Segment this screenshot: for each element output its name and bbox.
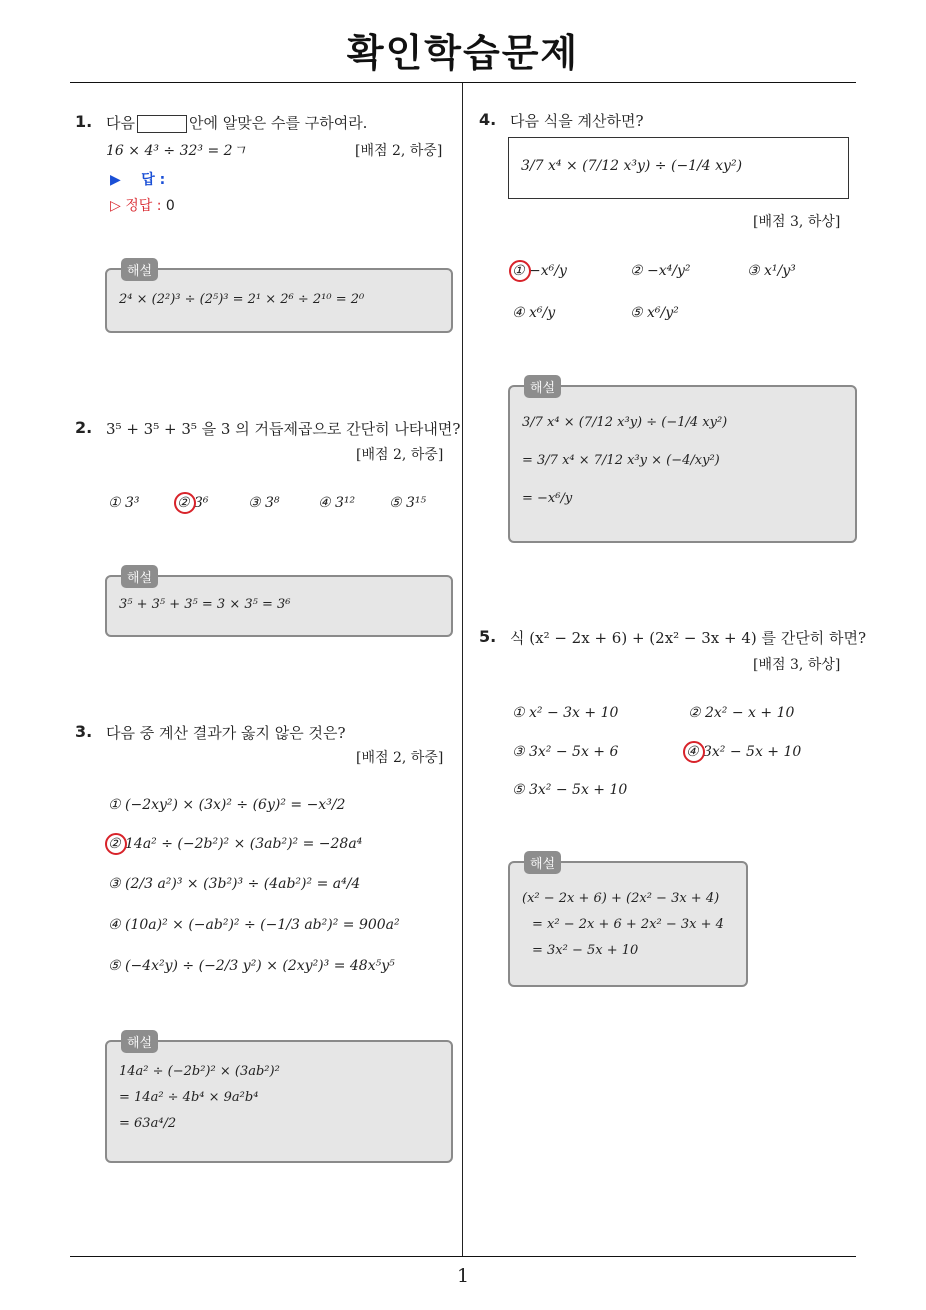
choice-1[interactable]: ① −x⁶/y [512,263,567,279]
choice-5[interactable]: ⑤ (−4x²y) ÷ (−2/3 y²) × (2xy²)³ = 48x⁵y⁵ [108,958,395,974]
question-text: 다음 식을 계산하면? [510,112,644,130]
question-text: 3⁵ + 3⁵ + 3⁵ 을 3 의 거듭제곱으로 간단히 나타내면? [106,420,461,438]
answer-row [110,169,165,189]
question-text: 식 (x² − 2x + 6) + (2x² − 3x + 4) 를 간단히 하면? [510,629,867,647]
answer-mark-circle [174,492,196,514]
page-number: 1 [456,1265,470,1287]
top-rule [70,82,856,83]
choice-2[interactable]: ② 2x² − x + 10 [688,705,795,721]
question-meta: [배점 2, 하중] [356,447,444,463]
solution-line: = x² − 2x + 6 + 2x² − 3x + 4 [532,917,724,932]
solution-line: 3⁵ + 3⁵ + 3⁵ = 3 × 3⁵ = 3⁶ [119,597,291,612]
expression-box [508,137,849,199]
choice-4[interactable]: ④ x⁶/y [512,305,556,321]
choice-5[interactable]: ⑤ x⁶/y² [630,305,679,321]
solution-box [508,857,748,987]
question-text: 다음 중 계산 결과가 옳지 않은 것은? [106,724,346,742]
question-meta: [배점 2, 하중] [356,750,444,766]
question-expression: 3/7 x⁴ × (7/12 x³y) ÷ (−1/4 xy²) [521,158,743,174]
question-meta: [배점 2, 하중] [355,143,443,159]
solution-line: = 3/7 x⁴ × 7/12 x³y × (−4/xy²) [522,453,720,468]
choice-1[interactable]: ① 3³ [108,495,140,511]
question-meta: [배점 3, 하상] [753,214,841,230]
solution-box [508,381,857,543]
choice-3[interactable]: ③ 3⁸ [248,495,280,511]
question-expression: 16 × 4³ ÷ 32³ = 2ㄱ [106,143,247,159]
answer-mark-circle [683,741,705,763]
play-icon: ▶ [110,172,121,188]
correct-value: 0 [165,198,175,214]
column-divider [462,83,463,1257]
solution-tag: 해설 [121,1030,158,1053]
page-title: 확인학습문제 [346,31,580,75]
question-number: 4. [479,110,497,129]
solution-line: = 3x² − 5x + 10 [532,943,639,958]
question-number: 2. [75,418,93,437]
choice-3[interactable]: ③ 3x² − 5x + 6 [512,744,619,760]
choice-4[interactable]: ④ 3¹² [318,495,356,511]
solution-tag: 해설 [524,851,561,874]
choice-1[interactable]: ① (−2xy²) × (3x)² ÷ (6y)² = −x³/2 [108,797,346,813]
choice-3[interactable]: ③ x¹/y³ [747,263,796,279]
solution-line: 2⁴ × (2²)³ ÷ (2⁵)³ = 2¹ × 2⁶ ÷ 2¹⁰ = 2⁰ [119,292,365,307]
solution-tag: 해설 [121,565,158,588]
solution-line: = 63a⁴/2 [119,1116,177,1131]
solution-tag: 해설 [524,375,561,398]
choice-2[interactable]: ② 3⁶ [177,495,209,511]
choice-2[interactable]: ② 14a² ÷ (−2b²)² × (3ab²)² = −28a⁴ [108,836,363,852]
question-number: 5. [479,627,497,646]
choice-1[interactable]: ① x² − 3x + 10 [512,705,619,721]
choice-5[interactable]: ⑤ 3x² − 5x + 10 [512,782,628,798]
question-text: 다음 안에 알맞은 수를 구하여라. [106,114,368,132]
answer-mark-circle [105,833,127,855]
play-outline-icon: ▷ [110,198,121,214]
solution-line: 14a² ÷ (−2b²)² × (3ab²)² [119,1064,280,1079]
answer-label: 답 : [141,172,166,188]
bottom-rule [70,1256,856,1257]
answer-blank [137,115,187,133]
correct-label: 정답 : [125,198,162,214]
choice-3[interactable]: ③ (2/3 a²)³ × (3b²)³ ÷ (4ab²)² = a⁴/4 [108,876,361,892]
solution-line: (x² − 2x + 6) + (2x² − 3x + 4) [522,891,720,906]
solution-box [105,571,453,637]
correct-answer-row [110,195,175,215]
solution-box [105,1036,453,1163]
choice-5[interactable]: ⑤ 3¹⁵ [389,495,427,511]
solution-line: = 14a² ÷ 4b⁴ × 9a²b⁴ [119,1090,259,1105]
question-meta: [배점 3, 하상] [753,657,841,673]
question-number: 3. [75,722,93,741]
choice-4[interactable]: ④ (10a)² × (−ab²)² ÷ (−1/3 ab²)² = 900a² [108,917,400,933]
solution-box [105,264,453,333]
solution-line: = −x⁶/y [522,491,573,506]
choice-4[interactable]: ④ 3x² − 5x + 10 [686,744,802,760]
answer-mark-circle [509,260,531,282]
choice-2[interactable]: ② −x⁴/y² [630,263,691,279]
solution-tag: 해설 [121,258,158,281]
solution-line: 3/7 x⁴ × (7/12 x³y) ÷ (−1/4 xy²) [522,415,728,430]
question-number: 1. [75,112,93,131]
